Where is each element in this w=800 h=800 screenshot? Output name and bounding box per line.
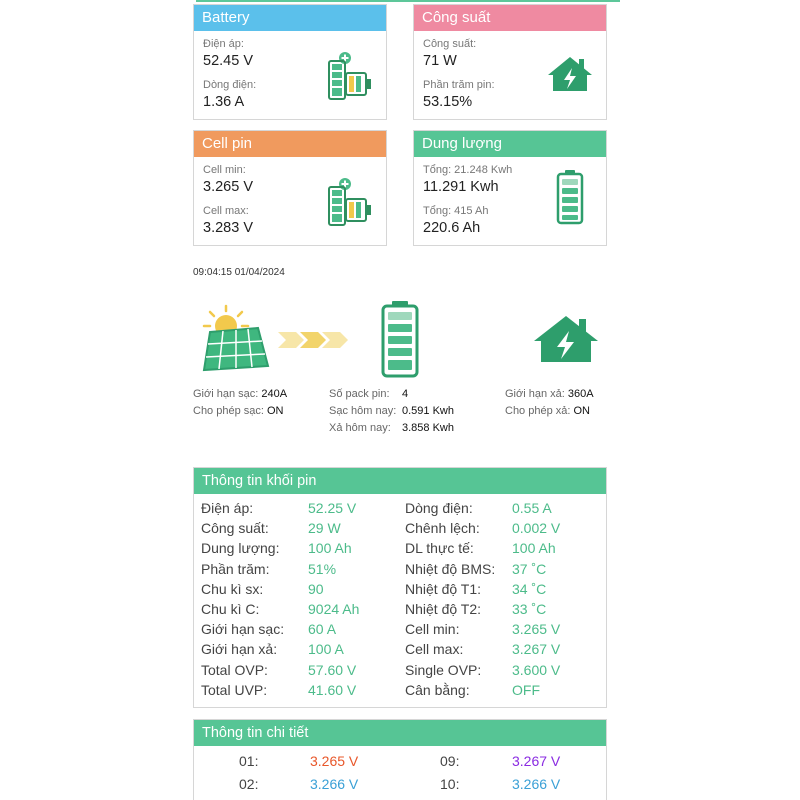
pack-info-row (194, 680, 606, 700)
pack-info-value: OFF (512, 681, 540, 698)
pack-info-value: 100 Ah (308, 540, 352, 557)
cell-index-label: 01: (239, 753, 259, 769)
discharge-limit-label: Giới hạn xả: (505, 388, 565, 400)
detail-info-panel (193, 719, 607, 800)
charge-allowed-label: Cho phép sạc: (193, 405, 264, 417)
cell-index-label: 09: (440, 753, 460, 769)
timestamp: 09:04:15 01/04/2024 (193, 267, 285, 278)
cell-max-value: 3.283 V (203, 220, 253, 236)
power-card-title: Công suất (414, 5, 606, 31)
battery-charge-icon (326, 49, 376, 108)
pack-info-label: Cell max: (405, 641, 464, 658)
cell-index-label: 10: (440, 776, 460, 792)
pack-info-value: 34 ˚C (512, 580, 547, 597)
discharged-today-label: Xả hôm nay: (329, 422, 391, 434)
battery-level-icon (380, 300, 420, 383)
pack-info-grid (194, 494, 606, 704)
pack-info-row (194, 518, 606, 538)
capacity-card (413, 130, 607, 246)
pack-info-label: Chênh lệch: (405, 520, 480, 537)
cell-voltage-row (194, 773, 606, 796)
capacity-card-title: Dung lượng (414, 131, 606, 157)
battery-percent-value: 53.15% (423, 94, 473, 110)
pack-info-row (194, 599, 606, 619)
pack-info-label: Cell min: (405, 621, 460, 638)
pack-info-label: Nhiệt độ T1: (405, 580, 482, 597)
house-power-icon (532, 314, 600, 369)
pack-info-panel (193, 467, 607, 708)
house-power-icon (546, 55, 594, 98)
pack-info-label: Dung lượng: (201, 540, 280, 557)
pack-info-value: 52.25 V (308, 500, 357, 516)
pack-info-label: Cân bằng: (405, 681, 470, 698)
battery-voltage-value: 52.45 V (203, 53, 253, 69)
pack-info-value: 3.600 V (512, 661, 561, 678)
pack-info-row (194, 660, 606, 680)
discharge-info (505, 386, 594, 420)
cell-voltage-value: 3.266 V (310, 776, 359, 792)
pack-info-summary (329, 386, 454, 437)
pack-info-title: Thông tin khối pin (194, 468, 606, 494)
pack-info-value: 0.002 V (512, 520, 561, 537)
power-label: Công suất: (423, 38, 477, 50)
solar-panel-icon (196, 304, 272, 379)
pack-info-value: 3.267 V (512, 641, 561, 658)
pack-count-label: Số pack pin: (329, 388, 390, 400)
pack-info-label: Công suất: (201, 520, 269, 537)
charged-today-label: Sạc hôm nay: (329, 405, 397, 417)
cell-card-title: Cell pin (194, 131, 386, 157)
pack-info-row (194, 639, 606, 659)
cell-voltage-value: 3.265 V (310, 753, 359, 769)
cell-min-value: 3.265 V (203, 179, 253, 195)
pack-info-row (194, 538, 606, 558)
battery-charge-icon (326, 175, 376, 234)
pack-info-value: 9024 Ah (308, 600, 360, 617)
discharge-limit-value: 360A (567, 388, 594, 400)
pack-info-value: 100 A (308, 641, 344, 658)
pack-info-value: 0.55 A (512, 500, 552, 516)
discharge-allowed-label: Cho phép xả: (505, 405, 571, 417)
flow-arrows-icon (278, 330, 354, 355)
pack-info-label: Total OVP: (201, 661, 268, 678)
pack-info-value: 3.265 V (512, 621, 561, 638)
pack-info-row (194, 579, 606, 599)
battery-current-value: 1.36 A (203, 94, 245, 110)
charge-info (193, 386, 287, 420)
capacity-ah-value: 220.6 Ah (423, 220, 481, 236)
battery-card-title: Battery (194, 5, 386, 31)
pack-info-label: Single OVP: (405, 661, 482, 678)
pack-info-label: Total UVP: (201, 681, 268, 698)
battery-current-label: Dòng điện: (203, 79, 257, 91)
power-card (413, 4, 607, 120)
pack-info-label: Nhiệt độ BMS: (405, 560, 496, 577)
cell-max-label: Cell max: (203, 205, 249, 217)
cell-voltage-value: 3.267 V (512, 753, 561, 769)
pack-info-row (194, 498, 606, 518)
pack-info-label: Điện áp: (201, 500, 254, 516)
battery-level-icon (556, 169, 584, 230)
pack-count-value: 4 (402, 388, 409, 400)
pack-info-value: 33 ˚C (512, 600, 547, 617)
pack-info-row (194, 619, 606, 639)
pack-info-row (194, 559, 606, 579)
cell-voltage-row (194, 750, 606, 773)
power-value: 71 W (423, 53, 457, 69)
pack-info-value: 60 A (308, 621, 337, 638)
pack-info-label: DL thực tế: (405, 540, 474, 557)
pack-info-value: 51% (308, 560, 337, 577)
pack-info-label: Chu kì C: (201, 600, 260, 617)
cell-card (193, 130, 387, 246)
battery-percent-label: Phần trăm pin: (423, 79, 495, 91)
charge-limit-value: 240A (261, 388, 288, 400)
pack-info-label: Chu kì sx: (201, 580, 264, 597)
pack-info-label: Phần trăm: (201, 560, 270, 577)
pack-info-value: 29 W (308, 520, 341, 537)
pack-info-value: 57.60 V (308, 661, 357, 678)
capacity-total-ah-label: Tổng: 415 Ah (423, 205, 489, 217)
cell-index-label: 02: (239, 776, 259, 792)
discharge-allowed-value: ON (573, 405, 590, 417)
discharged-today-value: 3.858 Kwh (402, 422, 454, 434)
pack-info-label: Dòng điện: (405, 500, 473, 516)
top-accent-line (196, 0, 620, 2)
cell-voltage-value: 3.266 V (512, 776, 561, 792)
cell-min-label: Cell min: (203, 164, 246, 176)
pack-info-label: Giới hạn sạc: (201, 621, 285, 638)
capacity-total-kwh-label: Tổng: 21.248 Kwh (423, 164, 513, 176)
pack-info-value: 37 ˚C (512, 560, 547, 577)
charged-today-value: 0.591 Kwh (402, 405, 454, 417)
pack-info-value: 90 (308, 580, 324, 597)
pack-info-label: Nhiệt độ T2: (405, 600, 482, 617)
pack-info-value: 100 Ah (512, 540, 556, 557)
pack-info-label: Giới hạn xả: (201, 641, 278, 658)
charge-limit-label: Giới hạn sạc: (193, 388, 259, 400)
battery-card (193, 4, 387, 120)
capacity-kwh-value: 11.291 Kwh (423, 179, 499, 195)
pack-info-value: 41.60 V (308, 681, 357, 698)
battery-voltage-label: Điện áp: (203, 38, 244, 50)
charge-allowed-value: ON (267, 405, 284, 417)
cell-voltage-list (194, 746, 606, 796)
detail-info-title: Thông tin chi tiết (194, 720, 606, 746)
